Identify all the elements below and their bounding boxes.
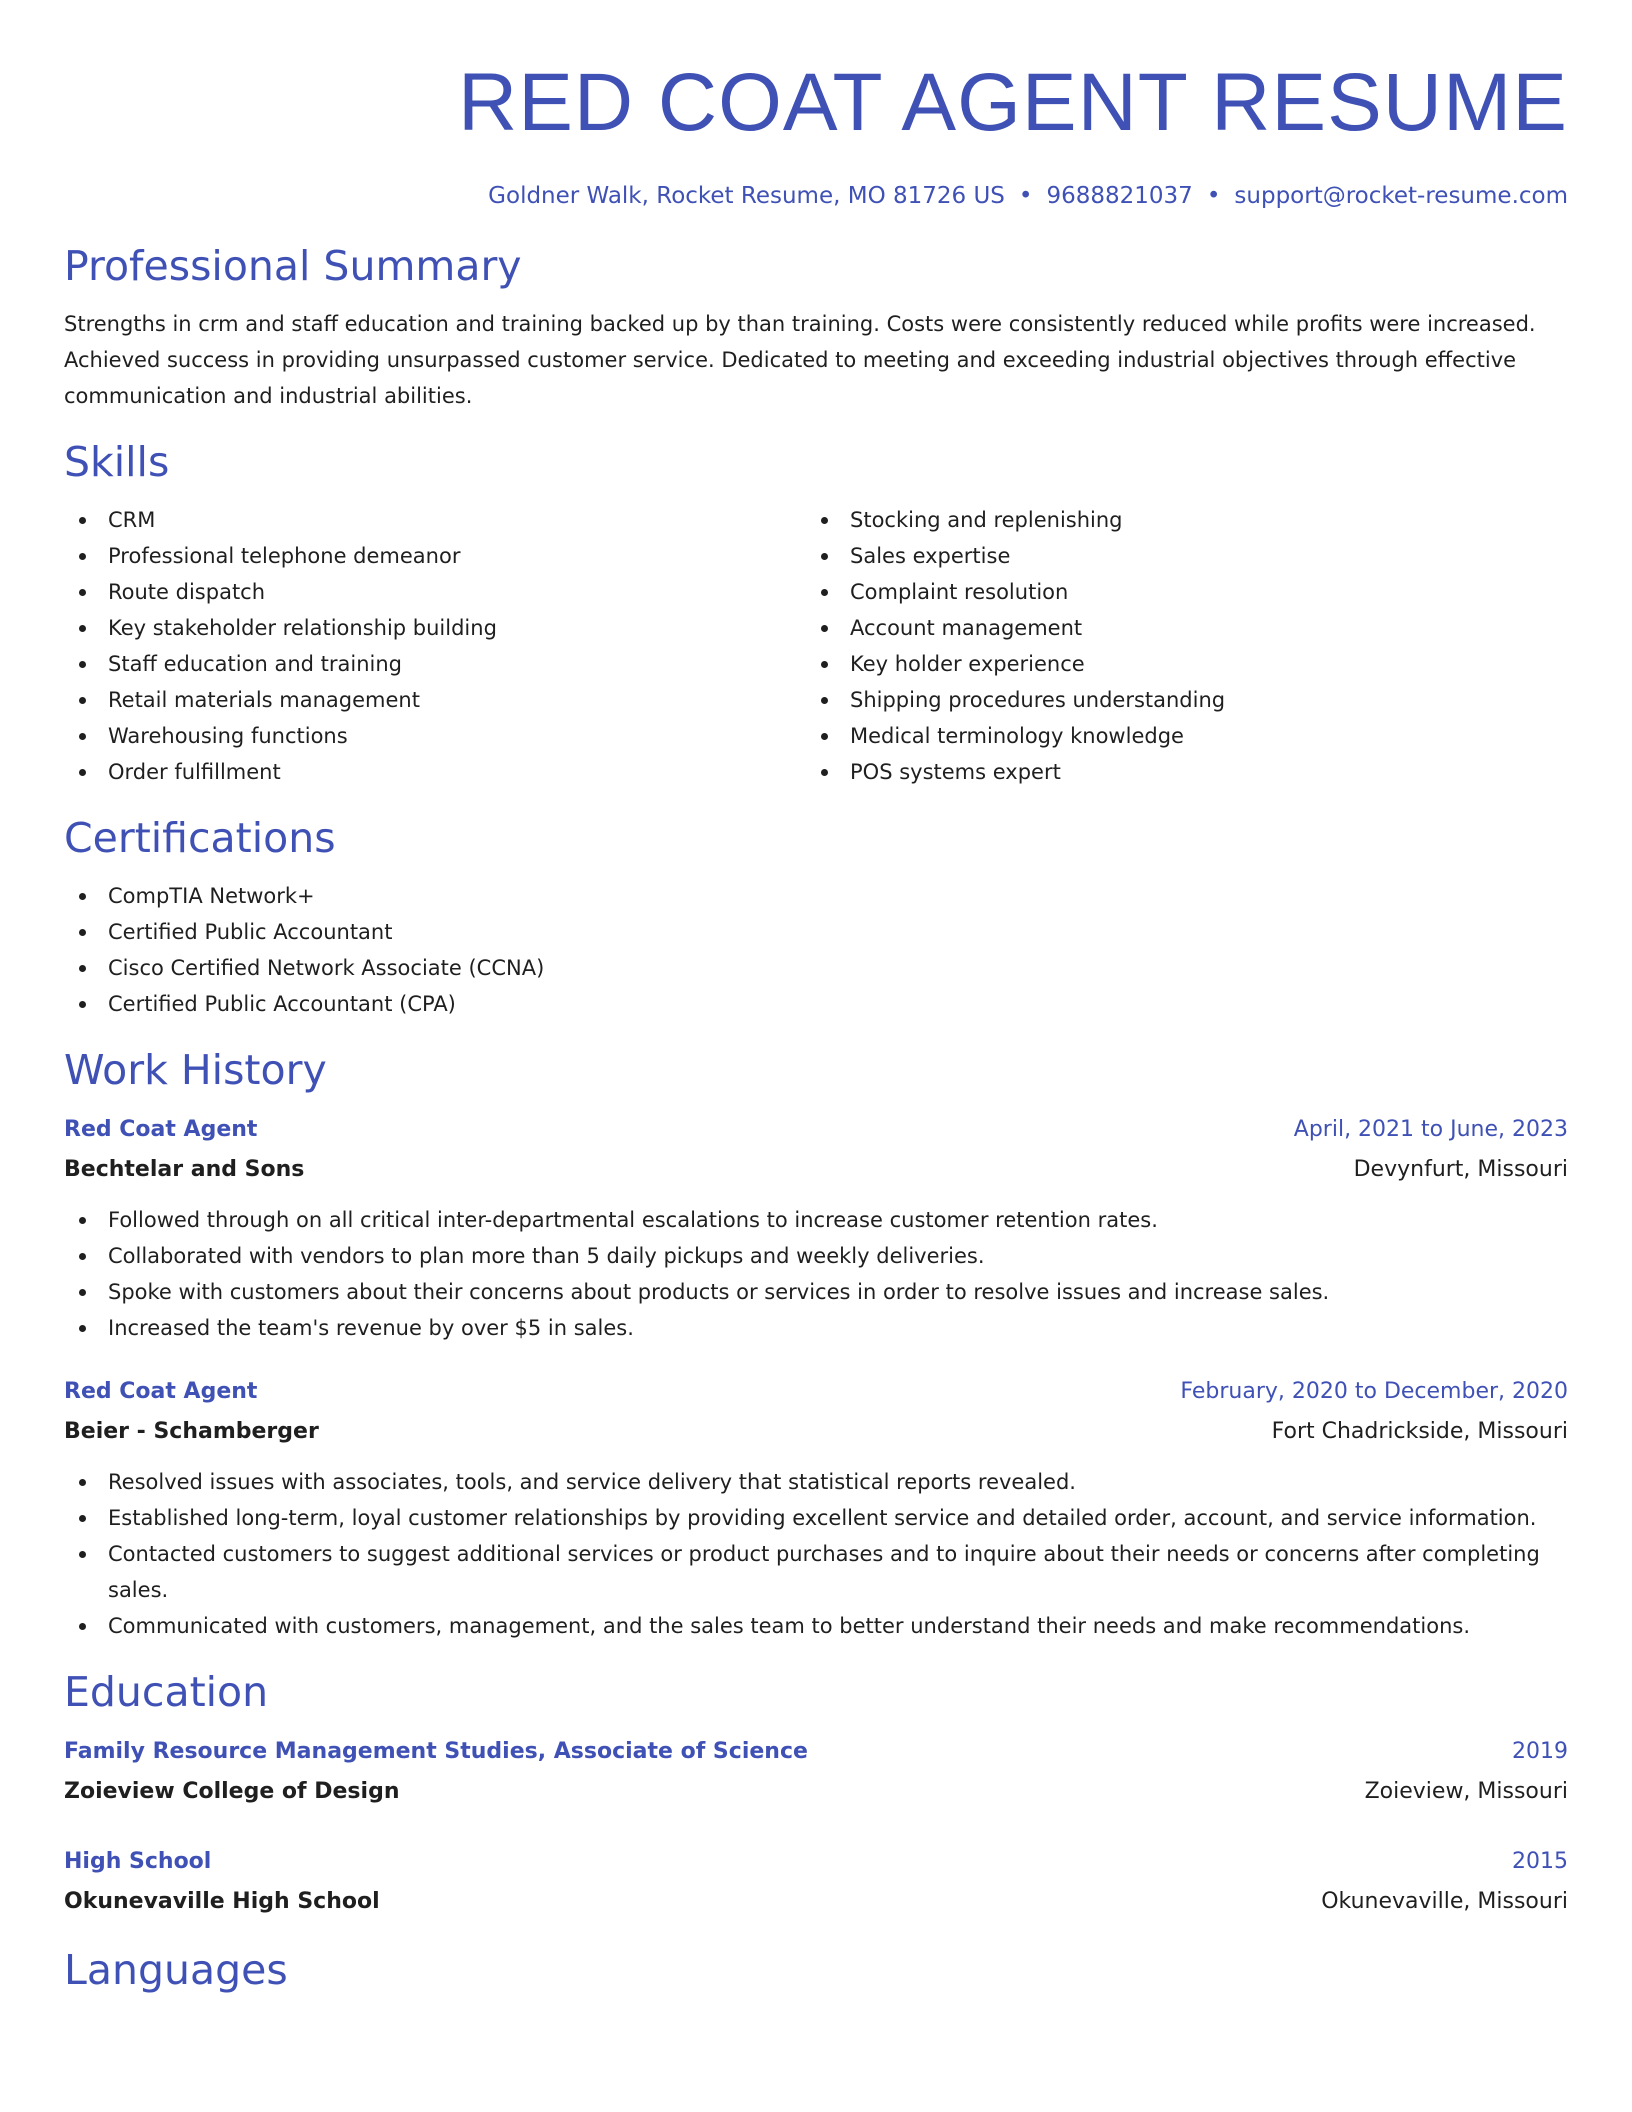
contact-address: Goldner Walk, Rocket Resume, MO 81726 US (488, 183, 1005, 209)
job-company: Beier - Schamberger (64, 1419, 319, 1444)
job-dates: April, 2021 to June, 2023 (1293, 1117, 1568, 1142)
resume-name: RED COAT AGENT RESUME (458, 57, 1568, 148)
education-entry (64, 1732, 1568, 1812)
job-company: Bechtelar and Sons (64, 1157, 305, 1182)
section-title-education: Education (64, 1668, 269, 1716)
job-company-row (64, 1412, 1568, 1452)
education-section (64, 1666, 1568, 1922)
skill-item: Route dispatch (64, 574, 806, 610)
job-bullet: Followed through on all critical inter-departmental escalations to increase customer retention rates. (64, 1202, 1568, 1238)
job-bullets (64, 1464, 1568, 1644)
job-bullet: Increased the team's revenue by over $5 in sales. (64, 1310, 1568, 1346)
skill-item: Staff education and training (64, 646, 806, 682)
skill-item: Retail materials management (64, 682, 806, 718)
job-bullets (64, 1202, 1568, 1346)
certifications-section (64, 812, 1568, 1022)
education-location: Zoieview, Missouri (1364, 1779, 1568, 1804)
job-title: Red Coat Agent (64, 1379, 258, 1404)
job-bullet: Collaborated with vendors to plan more than 5 daily pickups and weekly deliveries. (64, 1238, 1568, 1274)
summary-text: Strengths in crm and staff education and training backed up by than training. Costs were consistently reduced while profits were increased. Achieved success in providing unsurpassed customer service. Dedicated to meeting and exceeding industrial objectives through effective communication and industrial abilities. (64, 312, 1536, 408)
job-location: Fort Chadrickside, Missouri (1271, 1419, 1568, 1444)
education-school-row (64, 1772, 1568, 1812)
skill-item: Medical terminology knowledge (806, 718, 1548, 754)
certification-item: CompTIA Network+ (64, 878, 1568, 914)
education-degree: High School (64, 1849, 212, 1874)
job-entry (64, 1110, 1568, 1346)
skills-grid (64, 502, 1568, 790)
contact-separator: • (1206, 183, 1221, 209)
education-school-row (64, 1882, 1568, 1922)
certification-item: Certified Public Accountant (CPA) (64, 986, 1568, 1022)
work-history-section (64, 1044, 1568, 1644)
professional-summary-section (64, 240, 1568, 414)
job-title-row (64, 1110, 1568, 1150)
skill-item: POS systems expert (806, 754, 1548, 790)
education-degree-row (64, 1842, 1568, 1882)
education-school: Zoieview College of Design (64, 1779, 400, 1804)
job-title-row (64, 1372, 1568, 1412)
contact-separator: • (1018, 183, 1033, 209)
skills-list-right (806, 502, 1548, 790)
resume-page (64, 0, 1568, 1996)
job-bullet: Communicated with customers, management, and the sales team to better understand their needs and make recommendations. (64, 1608, 1568, 1644)
section-title-certifications: Certifications (64, 814, 336, 862)
education-year: 2019 (1512, 1739, 1568, 1764)
skill-item: Key holder experience (806, 646, 1548, 682)
skill-item: Key stakeholder relationship building (64, 610, 806, 646)
skill-item: Shipping procedures understanding (806, 682, 1548, 718)
job-dates: February, 2020 to December, 2020 (1180, 1379, 1568, 1404)
skill-item: Order fulfillment (64, 754, 806, 790)
contact-email[interactable]: support@rocket-resume.com (1234, 183, 1568, 209)
job-bullet: Spoke with customers about their concerns about products or services in order to resolve issues and increase sales. (64, 1274, 1568, 1310)
skill-item: Account management (806, 610, 1548, 646)
certification-item: Certified Public Accountant (64, 914, 1568, 950)
section-title-skills: Skills (64, 438, 170, 486)
skill-item: Warehousing functions (64, 718, 806, 754)
job-entry (64, 1372, 1568, 1644)
education-degree: Family Resource Management Studies, Associate of Science (64, 1739, 808, 1764)
education-degree-row (64, 1732, 1568, 1772)
skill-item: Sales expertise (806, 538, 1548, 574)
section-title-work-history: Work History (64, 1046, 327, 1094)
job-bullet: Resolved issues with associates, tools, and service delivery that statistical reports revealed. (64, 1464, 1568, 1500)
certifications-list (64, 878, 1568, 1022)
languages-section (64, 1944, 1568, 1996)
certification-item: Cisco Certified Network Associate (CCNA) (64, 950, 1568, 986)
education-school: Okunevaville High School (64, 1889, 380, 1914)
skills-section (64, 436, 1568, 790)
job-location: Devynfurt, Missouri (1353, 1157, 1568, 1182)
education-year: 2015 (1512, 1849, 1568, 1874)
skill-item: Complaint resolution (806, 574, 1548, 610)
education-location: Okunevaville, Missouri (1321, 1889, 1568, 1914)
skill-item: Stocking and replenishing (806, 502, 1548, 538)
job-company-row (64, 1150, 1568, 1190)
skill-item: Professional telephone demeanor (64, 538, 806, 574)
education-entry (64, 1842, 1568, 1922)
contact-phone: 9688821037 (1046, 183, 1193, 209)
section-title-languages: Languages (64, 1946, 288, 1994)
section-title-summary: Professional Summary (64, 242, 522, 290)
resume-header (64, 0, 1568, 212)
job-bullet: Established long-term, loyal customer relationships by providing excellent service and detailed order, account, and service information. (64, 1500, 1568, 1536)
contact-line (64, 180, 1568, 212)
job-bullet: Contacted customers to suggest additional services or product purchases and to inquire about their needs or concerns after completing sales. (64, 1536, 1568, 1608)
job-title: Red Coat Agent (64, 1117, 258, 1142)
skills-list-left (64, 502, 806, 790)
skill-item: CRM (64, 502, 806, 538)
